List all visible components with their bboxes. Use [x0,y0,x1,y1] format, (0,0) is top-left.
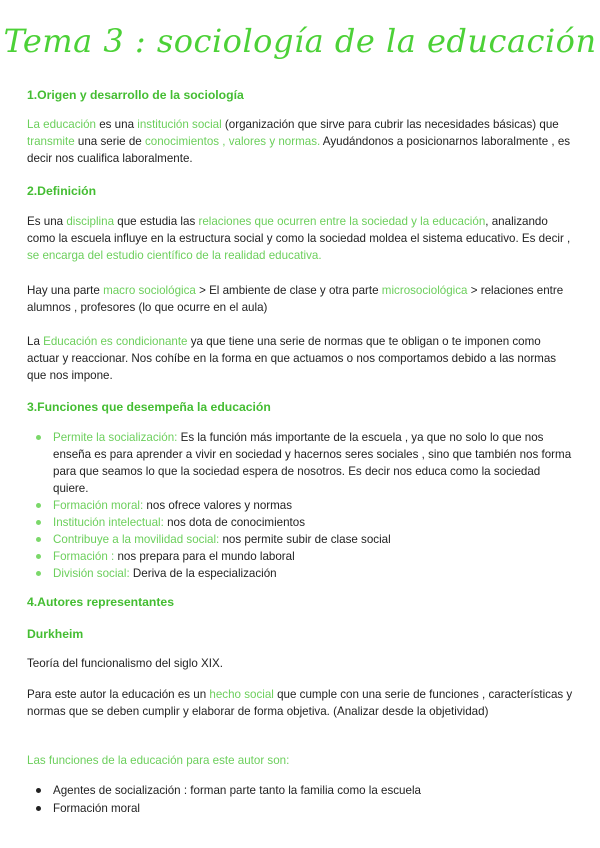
item-text: nos prepara para el mundo laboral [114,550,295,563]
list-item [36,782,576,799]
bullet-icon [36,537,41,542]
heading-autores: 4.Autores representantes [27,595,174,609]
bullet-icon [36,554,41,559]
bullet-icon [36,571,41,576]
bullet-icon [36,806,41,811]
bullet-icon [36,503,41,508]
list-item-text [53,531,576,548]
text: una serie de [74,135,145,148]
list-item-text: Formación moral [53,802,140,815]
item-text: nos ofrece valores y normas [143,499,293,512]
item-label: Contribuye a la movilidad social: [53,533,220,546]
paragraph-hecho-social [27,686,575,720]
list-item-text [53,565,576,582]
paragraph-partes [27,282,575,316]
heading-funciones: 3.Funciones que desempeña la educación [27,400,271,414]
paragraph-origin [27,116,575,167]
text: que cumple con una serie de funciones , características y normas que se deben cumplir y elaborar de forma objetiva. (Analizar desde la objetividad) [27,688,573,718]
highlight-institucion-social: institución social [137,118,222,131]
list-item [36,531,576,548]
list-item-text [53,497,576,514]
page-title: Tema 3 : sociología de la educación [3,22,597,60]
highlight-conocimientos: conocimientos , valores y normas. [144,135,321,148]
item-text: Es la función más importante de la escuela , ya que no solo lo que nos enseña es para aprender a vivir en sociedad y hacernos seres sociales , sino que también nos forma para que seamos lo que la sociedad espera de nosotros. Es decir nos educa como la sociedad quiere. [53,431,572,495]
list-item-text [53,514,576,531]
highlight-la-educacion: La educación [27,118,96,131]
highlight-estudio-cientifico: se encarga del estudio científico de la realidad educativa. [27,249,322,262]
bullet-icon [36,435,41,440]
highlight-relaciones: relaciones que ocurren entre la sociedad y la educación [198,215,486,228]
text: Hay una parte [27,284,104,297]
heading-definicion: 2.Definición [27,184,97,198]
bullet-icon [36,788,41,793]
text: > relaciones entre alumnos , profesores (lo que ocurre en el aula) [27,284,564,314]
highlight-condicionante: Educación es condicionante [43,335,188,348]
text: que estudia las [114,215,199,228]
list-item [36,429,576,497]
text: Ayudándonos a posicionarnos laboralmente , es decir nos cualifica laboralmente. [27,135,571,165]
author-name: Durkheim [27,627,84,641]
text: Es una [27,215,67,228]
item-text: nos permite subir de clase social [219,533,391,546]
paragraph-funciones-autor: Las funciones de la educación para este autor son: [27,754,290,767]
item-label: Permite la socialización: [53,431,178,444]
text: Para este autor la educación es un [27,688,210,701]
item-label: Formación moral: [53,499,144,512]
highlight-micro: microsociológica [381,284,468,297]
paragraph-teoria: Teoría del funcionalismo del siglo XIX. [27,657,223,670]
paragraph-condicionante [27,333,575,384]
bullet-icon [36,520,41,525]
list-item [36,514,576,531]
list-item-text [53,548,576,565]
text: ya que tiene una serie de normas que te obligan o te imponen como actuar y reaccionar. Nos cohíbe en la forma en que actuamos o nos comportamos debido a las normas que nos impone. [27,335,557,382]
item-text: Deriva de la especialización [129,567,277,580]
text: , analizando como la escuela influye en la estructura social y como la sociedad moldea el sistema educativo. Es decir , [27,215,571,245]
list-item [36,800,576,817]
highlight-hecho-social: hecho social [209,688,274,701]
heading-origin: 1.Origen y desarrollo de la sociología [27,88,244,102]
highlight-transmite: transmite [27,135,75,148]
list-item [36,565,576,582]
text: (organización que sirve para cubrir las necesidades básicas) que [221,118,559,131]
list-item [36,548,576,565]
item-label: Institución intelectual: [53,516,164,529]
item-label: División social: [53,567,130,580]
highlight-macro: macro sociológica [103,284,196,297]
list-item-text: Agentes de socialización : forman parte tanto la familia como la escuela [53,784,421,797]
highlight-disciplina: disciplina [66,215,115,228]
text: es una [95,118,138,131]
list-item-text [53,429,576,497]
paragraph-definicion [27,213,575,264]
list-item [36,497,576,514]
text: La [27,335,44,348]
text: > El ambiente de clase y otra parte [195,284,382,297]
item-label: Formación : [53,550,115,563]
item-text: nos dota de conocimientos [163,516,306,529]
